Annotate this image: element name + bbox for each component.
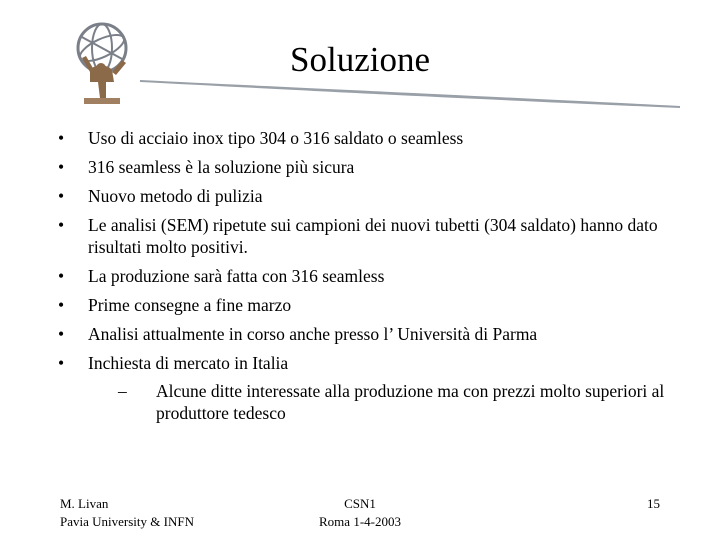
bullet-item — [52, 320, 692, 349]
sub-bullet-text: Alcune ditte interessate alla produzione ma con prezzi molto superiori al produttore tedesco — [156, 381, 665, 423]
footer-event-block — [300, 495, 420, 531]
footer-location-date: Roma 1-4-2003 — [319, 514, 401, 529]
bullet-item — [52, 182, 692, 211]
bullet-item — [52, 153, 692, 182]
bullet-text: Prime consegne a fine marzo — [88, 295, 292, 315]
footer-author-block — [60, 495, 194, 531]
atlas-logo-icon — [60, 18, 140, 108]
bullet-text: Inchiesta di mercato in Italia — [88, 353, 289, 373]
bullet-marker: • — [58, 186, 65, 206]
bullet-text: Uso di acciaio inox tipo 304 o 316 saldato o seamless — [88, 128, 464, 148]
bullet-item — [52, 262, 692, 291]
bullet-marker: • — [58, 215, 65, 235]
bullet-text: Le analisi (SEM) ripetute sui campioni dei nuovi tubetti (304 saldato) hanno dato risultati molto positivi. — [88, 215, 658, 257]
sub-bullet-marker: – — [118, 381, 127, 401]
footer-author: M. Livan — [60, 496, 109, 511]
sub-bullet-item — [88, 380, 692, 424]
bullet-text: 316 seamless è la soluzione più sicura — [88, 157, 355, 177]
footer-event: CSN1 — [344, 496, 376, 511]
bullet-item — [52, 124, 692, 153]
page-number: 15 — [647, 496, 660, 511]
bullet-item — [52, 291, 692, 320]
bullet-marker: • — [58, 266, 65, 286]
title-underline — [140, 76, 680, 116]
slide-title: Soluzione — [290, 40, 430, 79]
bullet-text: Nuovo metodo di pulizia — [88, 186, 263, 206]
bullet-item — [52, 349, 692, 424]
bullet-marker: • — [58, 128, 65, 148]
bullet-text: Analisi attualmente in corso anche presso l’ Università di Parma — [88, 324, 538, 344]
bullet-marker: • — [58, 157, 65, 177]
footer-affiliation: Pavia University & INFN — [60, 514, 194, 529]
bullet-text: La produzione sarà fatta con 316 seamless — [88, 266, 385, 286]
bullet-marker: • — [58, 324, 65, 344]
bullet-item — [52, 211, 692, 262]
bullet-marker: • — [58, 295, 65, 315]
bullet-marker: • — [58, 353, 65, 373]
bullet-list — [52, 124, 692, 424]
